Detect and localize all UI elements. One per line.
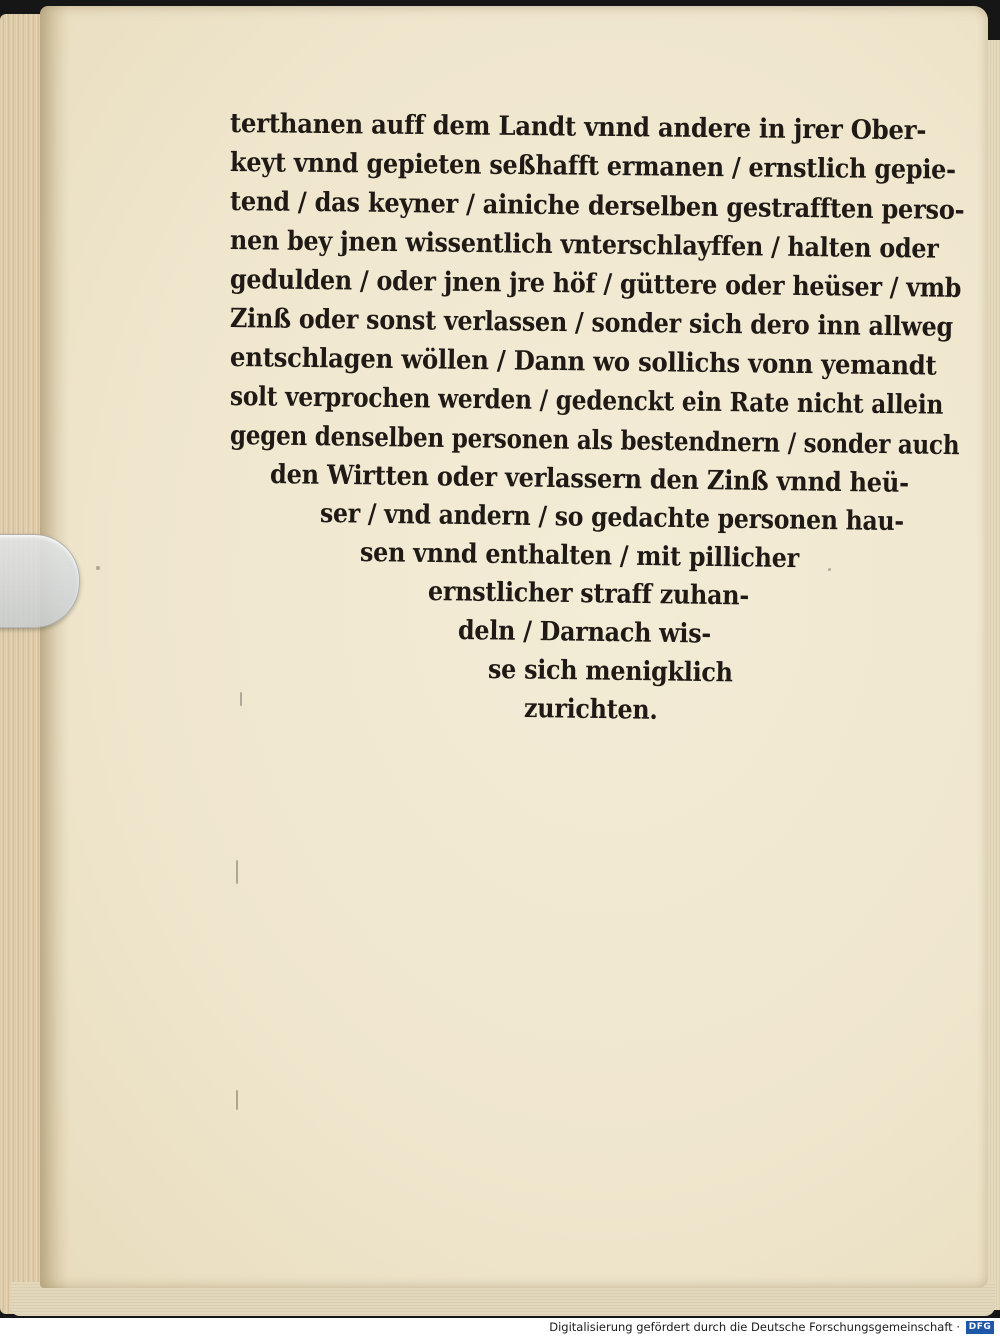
ink-speck	[96, 566, 100, 570]
text-line: Zinß oder sonst verlassen / sonder sich dero inn allweg	[229, 303, 954, 343]
text-line: gedulden / oder jnen jre höf / güttere oder heüser / vmb	[229, 264, 962, 304]
text-line: keyt vnnd gepieten seßhafft ermanen / ernstlich gepie-	[229, 147, 956, 186]
text-line: gegen denselben personen als bestendnern / sonder auch	[229, 420, 960, 462]
ink-speck	[240, 692, 242, 706]
text-line: tend / das keyner / ainiche derselben gestrafften perso-	[229, 186, 965, 226]
text-line: ser / vnd andern / so gedachte personen hau-	[319, 498, 905, 538]
text-line: zurichten.	[523, 693, 658, 726]
ink-speck	[236, 860, 238, 884]
text-line: entschlagen wöllen / Dann wo sollichs vonn yemandt	[229, 342, 937, 382]
text-line: solt verprochen werden / gedenckt ein Rate nicht allein	[229, 381, 944, 421]
spine-shadow	[40, 6, 70, 1288]
text-line: deln / Darnach wis-	[457, 615, 712, 650]
footer-bar	[0, 1318, 1000, 1337]
text-line: ernstlicher straff zuhan-	[427, 576, 750, 612]
dfg-logo: DFG	[966, 1321, 994, 1334]
text-line: terthanen auff dem Landt vnnd andere in jrer Ober-	[229, 108, 927, 147]
page-stack-right	[986, 40, 1000, 1310]
text-line: sen vnnd enthalten / mit pillicher	[359, 537, 800, 575]
text-line: se sich menigklich	[487, 654, 733, 689]
text-line: nen bey jnen wissentlich vnterschlayffen / halten oder	[229, 225, 939, 265]
digitization-credit: Digitalisierung gefördert durch die Deutsche Forschungsgemeinschaft ·	[549, 1320, 960, 1334]
ink-speck	[236, 1090, 238, 1110]
ink-speck	[828, 568, 831, 571]
text-line: den Wirtten oder verlassern den Zinß vnnd heü-	[269, 459, 910, 499]
